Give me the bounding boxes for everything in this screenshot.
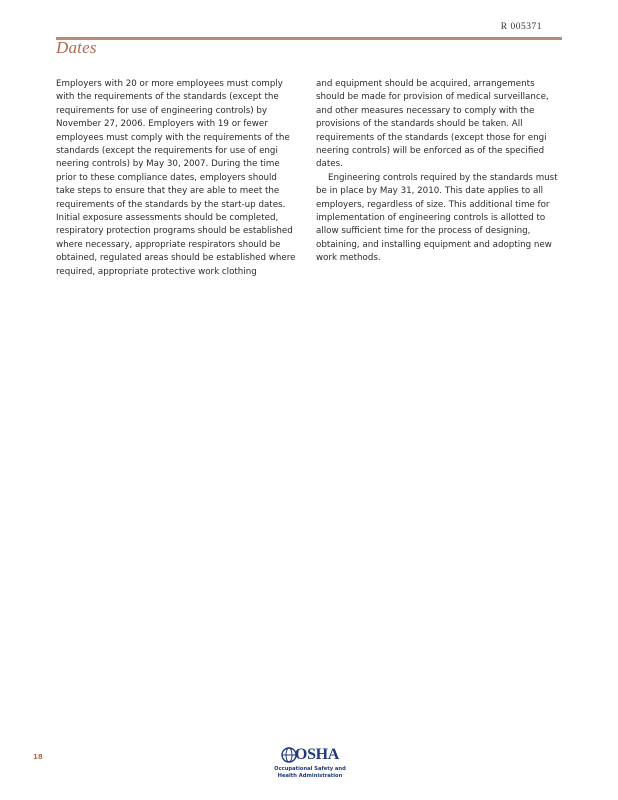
agency-name-line-2: Health Administration xyxy=(277,773,343,780)
section-title: Dates xyxy=(56,38,97,57)
osha-logo-text: OSHA xyxy=(294,746,340,763)
body-paragraph-1-part-1: Employers with 20 or more employees must comply with the requirements of the standards (except the requirements for use of engineering controls) by November 27, 2006. Employers with 19 or fewer employees must comply with the requirements of the standards (except the requirements for use of engi neering controls) by May 30, 2007. During the time prior to these compliance dates, employers should take steps to ensure that they are able to meet the requirements of the standards by the start-up dates. Initial exposure assessments should be completed, respiratory protection programs should be established where necessary, appropriate respirators should be obtained, regulated areas should be established where required, appropriate protective work clothing xyxy=(56,79,296,277)
bates-number: R 005371 xyxy=(500,22,542,32)
body-paragraph-2: Engineering controls required by the standards must be in place by May 31, 2010. This date applies to all employers, regardless of size. This additional time for implementation of engineering controls is allotted to allow sufficient time for the process of designing, obtaining, and installing equipment and adopting new work methods. xyxy=(316,172,558,264)
text-column-right xyxy=(316,78,558,266)
header-rule xyxy=(56,37,562,40)
text-column-left xyxy=(56,78,298,279)
page-number: 18 xyxy=(33,753,43,761)
body-paragraph-1-part-2: and equipment should be acquired, arrangements should be made for provision of medical surveillance, and other measures necessary to comply with the provisions of the standards should be taken. All requirements of the standards (except those for engi neering controls) will be enforced as of the specified dates. xyxy=(316,79,549,170)
agency-name-line-1: Occupational Safety and xyxy=(274,766,346,772)
osha-logo xyxy=(268,745,352,780)
